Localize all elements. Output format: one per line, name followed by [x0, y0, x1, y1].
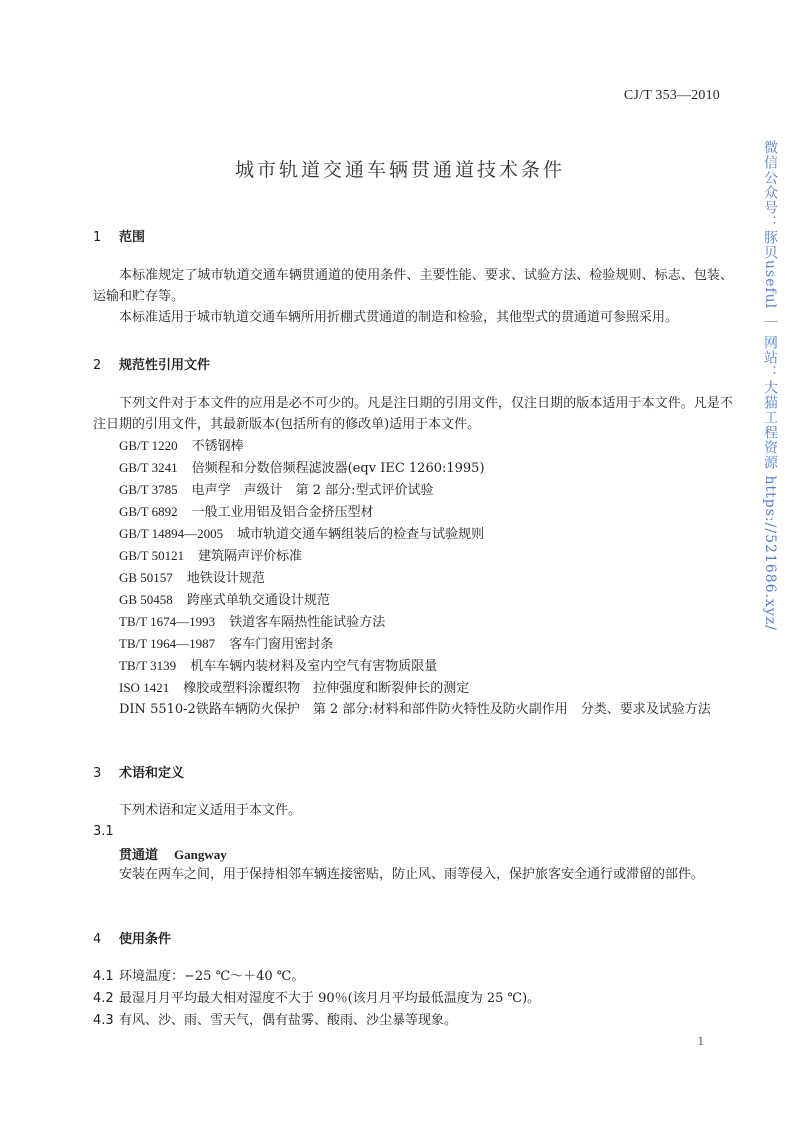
reference-code: GB 50157: [119, 570, 173, 585]
reference-title: 铁路车辆防火保护 第 2 部分:材料和部件防火特性及防火副作用 分类、要求及试验方法: [195, 702, 711, 717]
reference-title: 机车车辆内装材料及室内空气有害物质限量: [190, 659, 438, 674]
section-heading-3: [93, 762, 184, 781]
reference-title: 地铁设计规范: [186, 571, 265, 586]
section-title: 规范性引用文件: [119, 358, 211, 373]
term-en: Gangway: [174, 847, 227, 862]
reference-item: [119, 501, 374, 523]
reference-title: 橡胶或塑料涂覆织物 拉伸强度和断裂伸长的测定: [183, 681, 470, 696]
reference-code: GB/T 6892: [119, 504, 178, 519]
section-number: 3: [93, 766, 102, 781]
reference-title: 铁道客车隔热性能试验方法: [229, 615, 386, 630]
clause-text: 环境温度：−25 ℃～＋40 ℃。: [119, 969, 305, 984]
reference-code: GB/T 3785: [119, 482, 178, 497]
clause-number: 4.2: [93, 991, 114, 1006]
clause-number: 4.3: [93, 1013, 114, 1028]
paragraph: 本标准适用于城市轨道交通车辆所用折棚式贯通道的制造和检验，其他型式的贯通道可参照采用。: [119, 310, 679, 325]
paragraph: 本标准规定了城市轨道交通车辆贯通道的使用条件、主要性能、要求、试验方法、检验规则、标志、包装、运输和贮存等。: [93, 268, 733, 304]
reference-item: [119, 589, 330, 611]
reference-title: 客车门窗用密封条: [229, 637, 334, 652]
reference-item: [119, 633, 333, 655]
page-number: 1: [697, 1033, 704, 1048]
reference-code: DIN 5510-2: [119, 702, 196, 717]
term-zh: 贯通道: [119, 848, 159, 863]
section-heading-4: [93, 928, 171, 947]
paragraph: 下列文件对于本文件的应用是必不可少的。凡是注日期的引用文件，仅注日期的版本适用于本文件。凡是不注日期的引用文件，其最新版本(包括所有的修改单)适用于本文件。: [93, 396, 733, 432]
section-title: 范围: [119, 230, 146, 245]
section-heading-2: [93, 354, 210, 373]
reference-title: 不锈钢棒: [191, 439, 244, 454]
reference-code: GB/T 14894—2005: [119, 526, 224, 541]
reference-item: [119, 457, 485, 479]
clause: [93, 966, 304, 987]
section-heading-1: [93, 226, 145, 245]
reference-code: TB/T 1674—1993: [119, 614, 216, 629]
reference-item: [119, 677, 469, 699]
reference-code: GB/T 50121: [119, 548, 185, 563]
reference-code: GB/T 3241: [119, 460, 178, 475]
clause-text: 最湿月月平均最大相对湿度不大于 90％(该月月平均最低温度为 25 ℃)。: [119, 991, 541, 1006]
reference-title: 城市轨道交通车辆组装后的检查与试验规则: [237, 527, 485, 542]
term-num: 3.1: [93, 824, 114, 839]
reference-title: 建筑隔声评价标准: [198, 549, 303, 564]
reference-code: GB/T 1220: [119, 438, 178, 453]
reference-code: ISO 1421: [119, 680, 170, 695]
section-title: 术语和定义: [119, 766, 185, 781]
document-title: 城市轨道交通车辆贯通道技术条件: [234, 159, 565, 181]
clause: [93, 988, 540, 1009]
term-definition: 安装在两车之间，用于保持相邻车辆连接密贴，防止风、雨等侵入，保护旅客安全通行或滞留的部件。: [119, 867, 705, 882]
reference-item: [119, 655, 437, 677]
clause-text: 有风、沙、雨、雪天气，偶有盐雾、酸雨、沙尘暴等现象。: [119, 1013, 458, 1028]
clause: [93, 1010, 457, 1031]
reference-title: 倍频程和分数倍频程滤波器(eqv IEC 1260:1995): [191, 461, 485, 476]
reference-item: [119, 545, 302, 567]
reference-item: [119, 567, 265, 589]
reference-title: 电声学 声级计 第 2 部分:型式评价试验: [191, 483, 434, 498]
clause-number: 4.1: [93, 969, 114, 984]
section-number: 1: [93, 230, 102, 245]
reference-code: TB/T 3139: [119, 658, 177, 673]
section-number: 4: [93, 932, 102, 947]
reference-title: 跨座式单轨交通设计规范: [186, 593, 330, 608]
section-title: 使用条件: [119, 932, 172, 947]
reference-item: [119, 435, 244, 457]
reference-item: [119, 479, 434, 501]
watermark-text: 微信公众号：豚贝useful ｜ 网站：大猫工程资源 https://521686.xyz/: [762, 140, 778, 631]
paragraph: 下列术语和定义适用于本文件。: [119, 803, 302, 818]
reference-title: 一般工业用铝及铝合金挤压型材: [191, 505, 374, 520]
reference-item: [119, 611, 385, 633]
term-number: [93, 821, 119, 842]
section-number: 2: [93, 358, 102, 373]
reference-code: TB/T 1964—1987: [119, 636, 216, 651]
reference-item: [119, 523, 484, 545]
term-heading: [119, 844, 227, 863]
standard-code: CJ/T 353—2010: [623, 88, 720, 103]
reference-item: [93, 699, 733, 720]
reference-code: GB 50458: [119, 592, 173, 607]
